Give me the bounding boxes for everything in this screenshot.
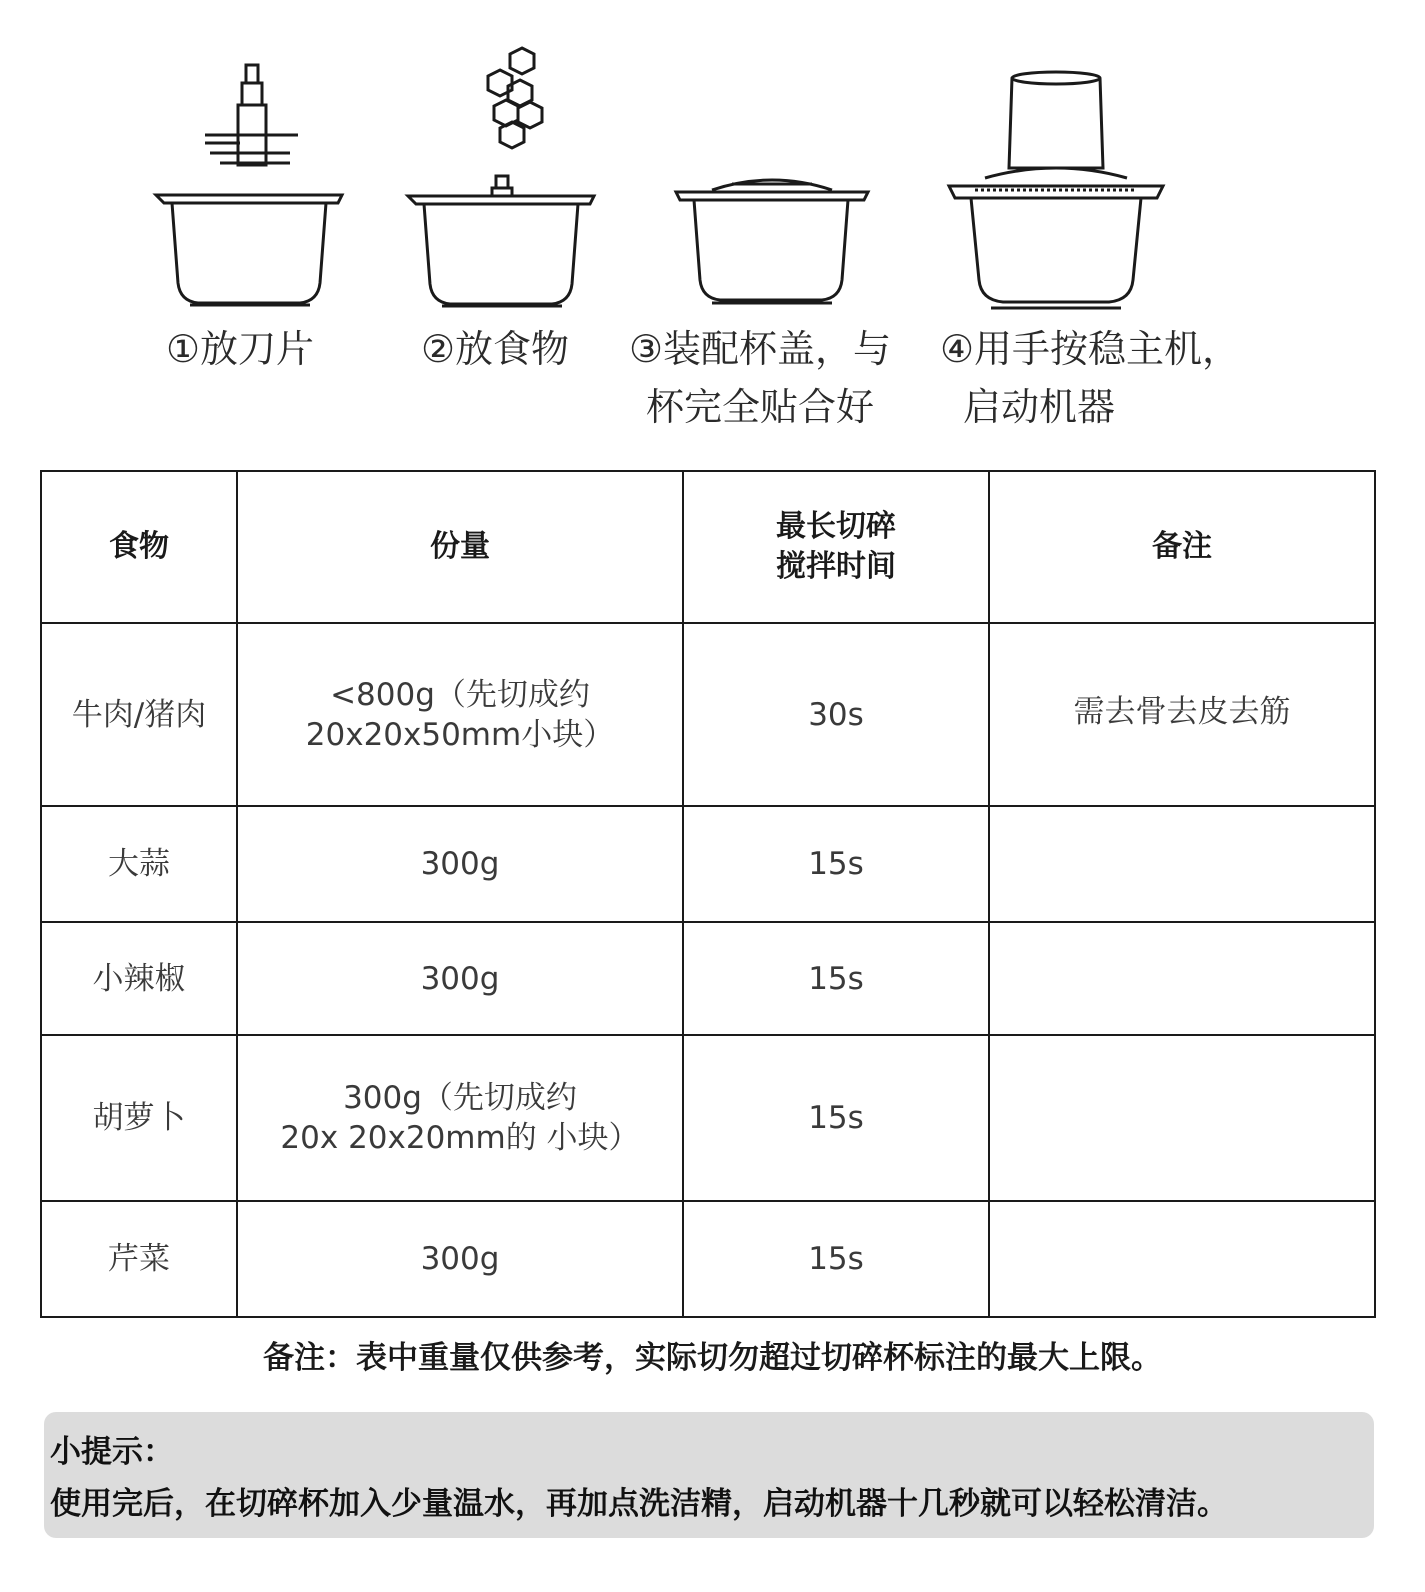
cell-food: 芹菜	[41, 1201, 237, 1317]
table-row	[41, 922, 1375, 1035]
cell-time: 15s	[683, 922, 989, 1035]
table-row	[41, 806, 1375, 922]
header-note: 备注	[989, 471, 1375, 623]
food-processing-table	[40, 470, 1376, 1318]
cell-food: 胡萝卜	[41, 1035, 237, 1201]
table-row	[41, 623, 1375, 806]
cell-amount: 300g	[237, 1201, 683, 1317]
step-caption-3: ③装配杯盖，与 杯完全贴合好	[628, 327, 892, 429]
cell-time: 15s	[683, 1201, 989, 1317]
cell-food: 小辣椒	[41, 922, 237, 1035]
cell-food: 大蒜	[41, 806, 237, 922]
cell-time: 15s	[683, 806, 989, 922]
cell-note	[989, 1035, 1375, 1201]
header-amount: 份量	[237, 471, 683, 623]
table-row	[41, 1201, 1375, 1317]
cell-amount: 300g	[237, 806, 683, 922]
table-footnote: 备注：表中重量仅供参考，实际切勿超过切碎杯标注的最大上限。	[263, 1340, 1162, 1376]
tips-body: 使用完后，在切碎杯加入少量温水，再加点洗洁精，启动机器十几秒就可以轻松清洁。	[50, 1486, 1228, 1522]
tips-box	[44, 1412, 1374, 1538]
header-food: 食物	[41, 471, 237, 623]
cell-note: 需去骨去皮去筋	[989, 623, 1375, 806]
header-time: 最长切碎 搅拌时间	[683, 471, 989, 623]
cell-note	[989, 922, 1375, 1035]
cell-amount: 300g（先切成约 20x 20x20mm的 小块）	[237, 1035, 683, 1201]
table-row	[41, 1035, 1375, 1201]
cell-amount: 300g	[237, 922, 683, 1035]
cell-amount: <800g（先切成约 20x20x50mm小块）	[237, 623, 683, 806]
step-caption-4: ④用手按稳主机， 启动机器	[939, 327, 1241, 429]
step-caption-1: ①放刀片	[165, 327, 315, 371]
add-food-icon	[402, 40, 602, 315]
blade-insert-icon	[150, 55, 350, 315]
step-caption-2: ②放食物	[420, 327, 570, 371]
cell-food: 牛肉/猪肉	[41, 623, 237, 806]
cell-time: 30s	[683, 623, 989, 806]
cell-note	[989, 1201, 1375, 1317]
cell-note	[989, 806, 1375, 922]
table-header-row	[41, 471, 1375, 623]
tips-title: 小提示：	[50, 1434, 174, 1470]
start-machine-icon	[945, 68, 1167, 318]
steps-section	[0, 0, 1425, 450]
attach-lid-icon	[672, 170, 872, 310]
cell-time: 15s	[683, 1035, 989, 1201]
